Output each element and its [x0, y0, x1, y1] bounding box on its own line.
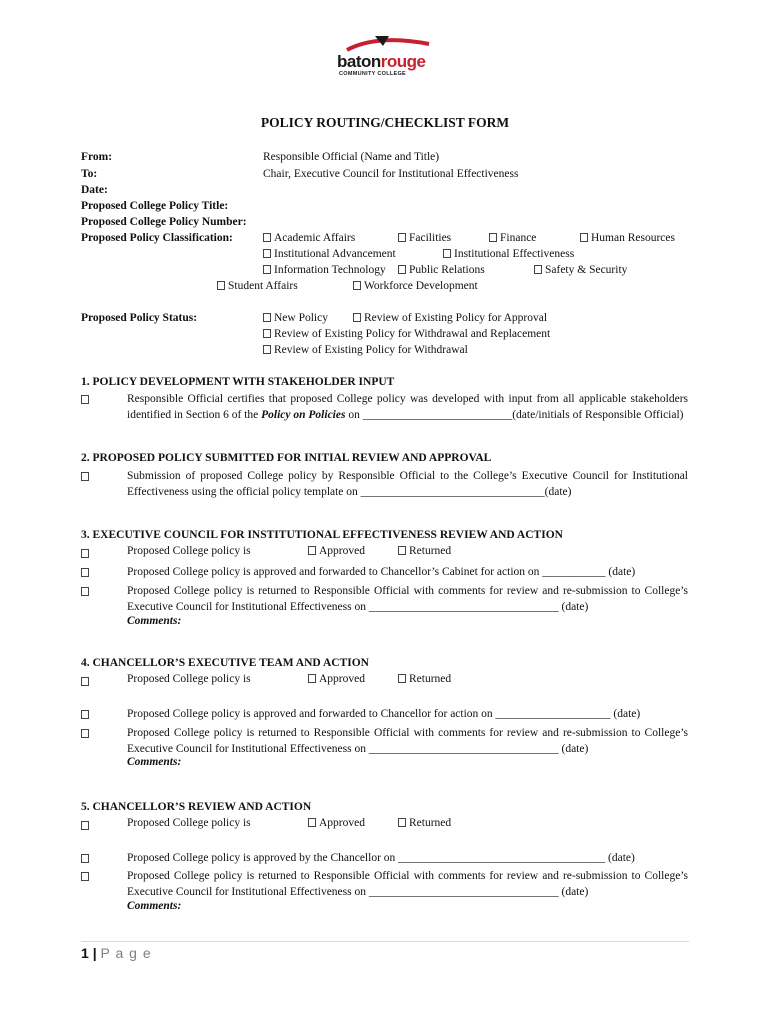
- checkbox-safety-security[interactable]: Safety & Security: [534, 264, 627, 276]
- section5-comments-label: Comments:: [127, 900, 182, 912]
- page-word: P a g e: [100, 945, 152, 961]
- policy-title-label: Proposed College Policy Title:: [81, 200, 229, 212]
- section4-returned-checkbox[interactable]: Returned: [398, 673, 451, 685]
- checkbox-new-policy[interactable]: New Policy: [263, 312, 328, 324]
- section5-checkbox-status[interactable]: [81, 821, 89, 830]
- section3-heading: 3. EXECUTIVE COUNCIL FOR INSTITUTIONAL EFFECTIVENESS REVIEW AND ACTION: [81, 529, 563, 541]
- checkbox-academic-affairs[interactable]: Academic Affairs: [263, 232, 355, 244]
- from-label: From:: [81, 151, 113, 163]
- to-label: To:: [81, 168, 98, 180]
- checkbox-workforce-development[interactable]: Workforce Development: [353, 280, 478, 292]
- section2-checkbox[interactable]: [81, 472, 89, 481]
- section4-checkbox-status[interactable]: [81, 677, 89, 686]
- form-title: POLICY ROUTING/CHECKLIST FORM: [260, 115, 510, 130]
- section3-checkbox-forwarded[interactable]: [81, 568, 89, 577]
- section1-heading: 1. POLICY DEVELOPMENT WITH STAKEHOLDER INPUT: [81, 376, 395, 388]
- section3-returned-checkbox[interactable]: Returned: [398, 545, 451, 557]
- section4-forwarded-text: Proposed College policy is approved and forwarded to Chancellor for action on ____________________ (date): [127, 708, 641, 720]
- section4-approved-checkbox[interactable]: Approved: [308, 673, 365, 685]
- section4-proposed-text: Proposed College policy is: [127, 673, 251, 685]
- section3-approved-checkbox[interactable]: Approved: [308, 545, 365, 557]
- college-logo: [333, 34, 437, 80]
- section5-heading: 5. CHANCELLOR’S REVIEW AND ACTION: [81, 801, 312, 813]
- section3-returned-text: Proposed College policy is returned to Responsible Official with comments for review and re-submission to College’s Executive Council for Institutional Effectiveness on _________________________________ (date): [127, 585, 688, 613]
- logo-word-rouge: rouge: [380, 52, 426, 71]
- section3-checkbox-status[interactable]: [81, 549, 89, 558]
- section5-approved-checkbox[interactable]: Approved: [308, 817, 365, 829]
- section3-proposed-text: Proposed College policy is: [127, 545, 251, 557]
- section1-text: Responsible Official certifies that proposed College policy was developed with input from all applicable stakeholders identified in Section 6 of the Policy on Policies on __________________________(date/initials of Responsible Official): [127, 393, 688, 421]
- checkbox-finance[interactable]: Finance: [489, 232, 536, 244]
- page-footer: [81, 945, 152, 961]
- section4-checkbox-forwarded[interactable]: [81, 710, 89, 719]
- checkbox-review-approval[interactable]: Review of Existing Policy for Approval: [353, 312, 547, 324]
- page-separator: |: [92, 945, 97, 961]
- checkbox-institutional-advancement[interactable]: Institutional Advancement: [263, 248, 396, 260]
- to-value: Chair, Executive Council for Institutional Effectiveness: [263, 168, 519, 180]
- section5-returned-text: Proposed College policy is returned to Responsible Official with comments for review and re-submission to College’s Executive Council for Institutional Effectiveness on _________________________________ (date): [127, 870, 688, 898]
- section4-returned-text: Proposed College policy is returned to Responsible Official with comments for review and re-submission to College’s Executive Council for Institutional Effectiveness on _________________________________ (date): [127, 727, 688, 755]
- section5-returned-checkbox[interactable]: Returned: [398, 817, 451, 829]
- section3-forwarded-text: Proposed College policy is approved and forwarded to Chancellor’s Cabinet for action on ___________ (date): [127, 566, 636, 578]
- checkbox-student-affairs[interactable]: Student Affairs: [217, 280, 298, 292]
- section1-checkbox[interactable]: [81, 395, 89, 404]
- date-label: Date:: [81, 184, 108, 196]
- section5-checkbox-returned[interactable]: [81, 872, 89, 881]
- status-label: Proposed Policy Status:: [81, 312, 198, 324]
- checkbox-human-resources[interactable]: Human Resources: [580, 232, 675, 244]
- footer-divider: [81, 941, 689, 942]
- logo-word-baton: baton: [337, 52, 381, 71]
- section3-checkbox-returned[interactable]: [81, 587, 89, 596]
- classification-label: Proposed Policy Classification:: [81, 232, 233, 244]
- logo-subtitle: COMMUNITY COLLEGE: [339, 71, 407, 77]
- checkbox-information-technology[interactable]: Information Technology: [263, 264, 386, 276]
- page-number: 1: [81, 945, 89, 961]
- section5-approved-text: Proposed College policy is approved by the Chancellor on ____________________________________ (date): [127, 852, 635, 864]
- policy-number-label: Proposed College Policy Number:: [81, 216, 247, 228]
- checkbox-public-relations[interactable]: Public Relations: [398, 264, 485, 276]
- section3-comments-label: Comments:: [127, 615, 182, 627]
- checkbox-review-withdrawal-replacement[interactable]: Review of Existing Policy for Withdrawal and Replacement: [263, 328, 550, 340]
- section5-checkbox-approved-by[interactable]: [81, 854, 89, 863]
- section4-heading: 4. CHANCELLOR’S EXECUTIVE TEAM AND ACTION: [81, 657, 369, 669]
- checkbox-review-withdrawal[interactable]: Review of Existing Policy for Withdrawal: [263, 344, 468, 356]
- section5-proposed-text: Proposed College policy is: [127, 817, 251, 829]
- checkbox-facilities[interactable]: Facilities: [398, 232, 451, 244]
- section2-heading: 2. PROPOSED POLICY SUBMITTED FOR INITIAL REVIEW AND APPROVAL: [81, 452, 492, 464]
- checkbox-institutional-effectiveness[interactable]: Institutional Effectiveness: [443, 248, 574, 260]
- section4-checkbox-returned[interactable]: [81, 729, 89, 738]
- section2-text: Submission of proposed College policy by Responsible Official to the College’s Executive Council for Institutional Effectiveness using the official policy template on ________________________________(date): [127, 470, 688, 498]
- from-value: Responsible Official (Name and Title): [263, 151, 440, 163]
- section4-comments-label: Comments:: [127, 756, 182, 768]
